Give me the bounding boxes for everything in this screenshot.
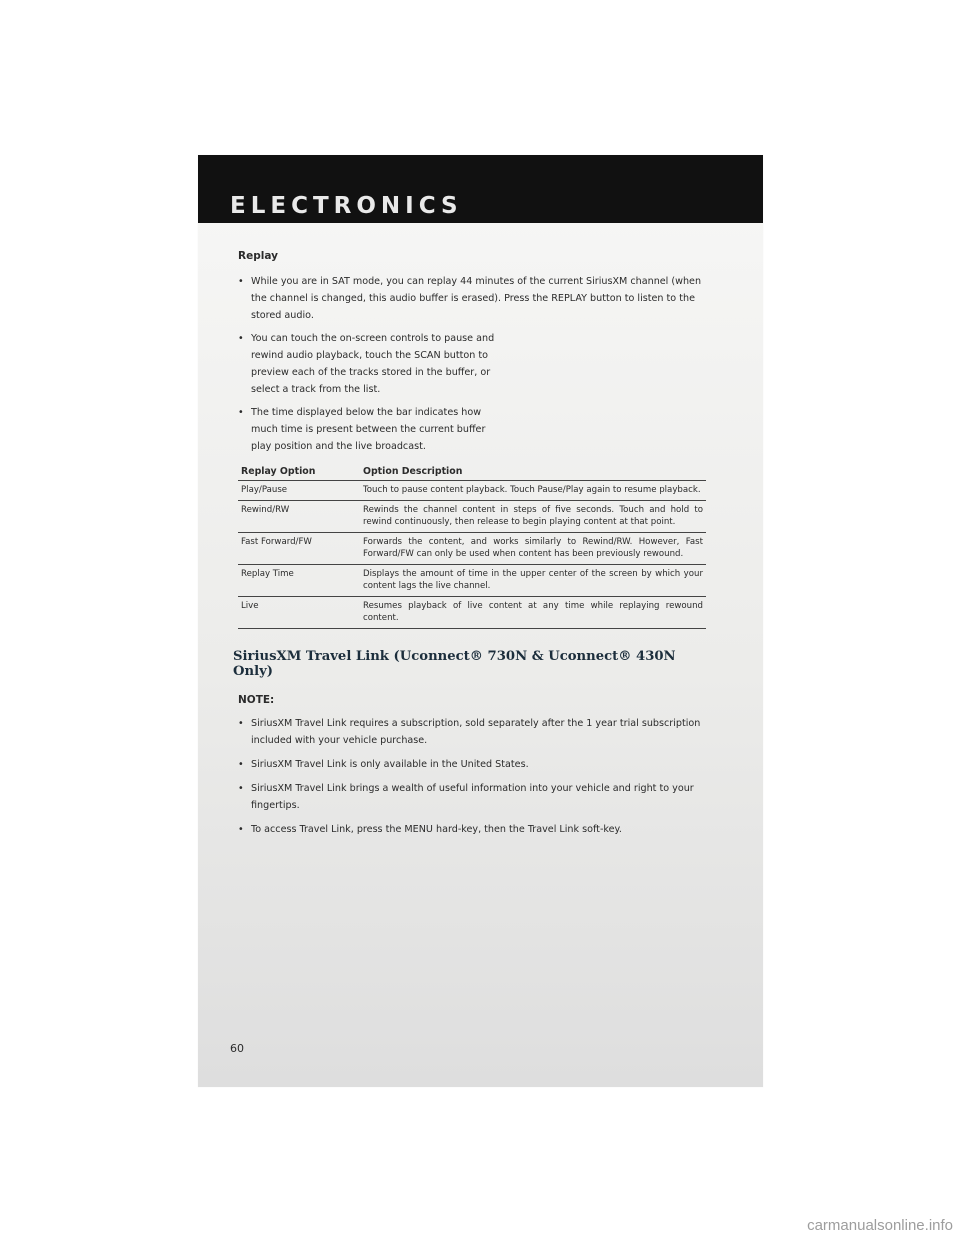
replay-bullet (238, 330, 506, 398)
option-name: Rewind/RW (238, 501, 360, 533)
table-header-row (238, 463, 706, 481)
watermark-text: carmanualsonline.info (807, 1217, 953, 1234)
section-title: ELECTRONICS (230, 193, 463, 219)
replay-bullet (238, 273, 706, 324)
bullet-text: The time displayed below the bar indicates how much time is present between the current buffer play position and the live broadcast. (251, 407, 486, 452)
bullet-text: SiriusXM Travel Link requires a subscription, sold separately after the 1 year trial subscription included with your vehicle purchase. (251, 718, 701, 746)
table-row (238, 501, 706, 533)
page-number: 60 (230, 1042, 244, 1055)
note-bullet (238, 715, 706, 749)
bullet-icon: • (238, 333, 244, 344)
option-description: Resumes playback of live content at any time while replaying rewound content. (360, 597, 706, 629)
section-header (198, 155, 763, 223)
manual-page (198, 155, 763, 1087)
bullet-text: SiriusXM Travel Link is only available in the United States. (251, 759, 529, 770)
option-description: Displays the amount of time in the upper center of the screen by which your content lags the live channel. (360, 565, 706, 597)
travel-link-heading: SiriusXM Travel Link (Uconnect® 730N & Uconnect® 430N Only) (233, 649, 676, 679)
option-name: Play/Pause (238, 481, 360, 501)
replay-bullet (238, 404, 506, 455)
replay-heading: Replay (238, 250, 278, 262)
table-row (238, 481, 706, 501)
replay-options-table (238, 463, 706, 629)
bullet-text: To access Travel Link, press the MENU hard-key, then the Travel Link soft-key. (251, 824, 622, 835)
bullet-icon: • (238, 783, 244, 794)
bullet-icon: • (238, 718, 244, 729)
option-description: Touch to pause content playback. Touch Pause/Play again to resume playback. (360, 481, 706, 501)
table-row (238, 533, 706, 565)
column-header: Replay Option (238, 463, 360, 481)
note-label: NOTE: (238, 694, 275, 706)
page-content (233, 250, 706, 845)
option-description: Forwards the content, and works similarly to Rewind/RW. However, Fast Forward/FW can only be used when content has been previously rewound. (360, 533, 706, 565)
bullet-icon: • (238, 407, 244, 418)
bullet-text: While you are in SAT mode, you can replay 44 minutes of the current SiriusXM channel (when the channel is changed, this audio buffer is erased). Press the REPLAY button to listen to the stored audio. (251, 276, 702, 321)
note-bullet (238, 756, 706, 773)
bullet-text: SiriusXM Travel Link brings a wealth of useful information into your vehicle and right to your fingertips. (251, 783, 694, 811)
option-name: Fast Forward/FW (238, 533, 360, 565)
table-row (238, 597, 706, 629)
table-row (238, 565, 706, 597)
bullet-icon: • (238, 276, 244, 287)
bullet-text: You can touch the on-screen controls to pause and rewind audio playback, touch the SCAN button to preview each of the tracks stored in the buffer, or select a track from the list. (251, 333, 495, 395)
option-description: Rewinds the channel content in steps of five seconds. Touch and hold to rewind continuously, then release to begin playing content at that point. (360, 501, 706, 533)
option-name: Replay Time (238, 565, 360, 597)
option-name: Live (238, 597, 360, 629)
column-header: Option Description (360, 463, 706, 481)
bullet-icon: • (238, 824, 244, 835)
bullet-icon: • (238, 759, 244, 770)
note-bullet (238, 780, 706, 814)
note-bullet (238, 821, 706, 838)
